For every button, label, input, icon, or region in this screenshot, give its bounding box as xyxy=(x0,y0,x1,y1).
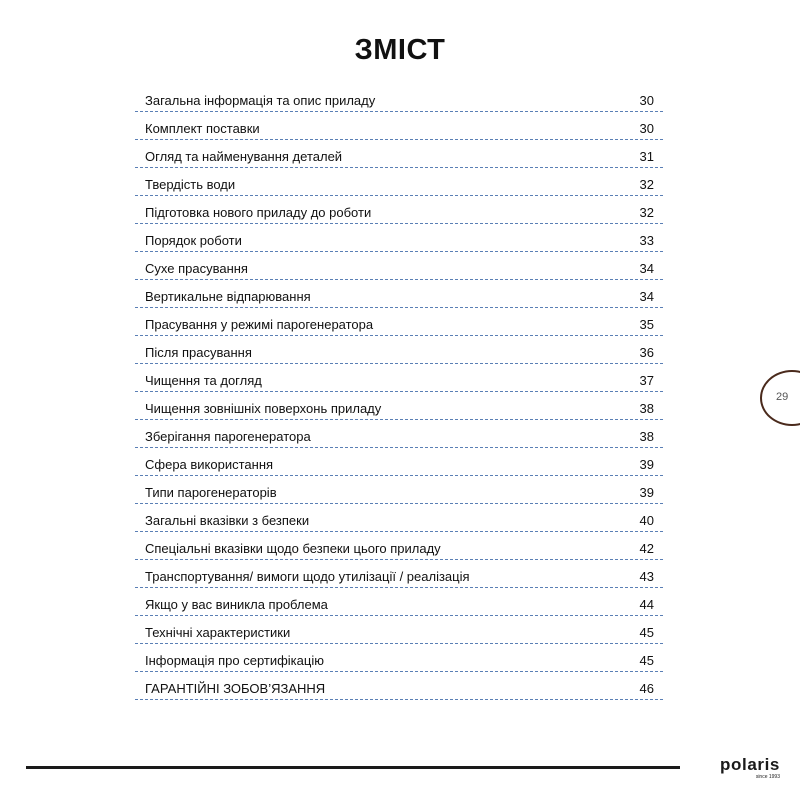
footer-rule xyxy=(26,766,680,769)
toc-entry[interactable] xyxy=(135,560,663,588)
polaris-logo xyxy=(690,756,780,780)
toc-entry-page: 37 xyxy=(639,373,654,388)
toc-entry-page: 44 xyxy=(639,597,654,612)
toc-entry-label: Технічні характеристики xyxy=(145,625,291,640)
toc-entry-page: 34 xyxy=(639,261,654,276)
toc-entry[interactable] xyxy=(135,420,663,448)
toc-entry-page: 40 xyxy=(639,513,654,528)
toc-entry-label: Зберігання парогенератора xyxy=(145,429,311,444)
toc-entry[interactable] xyxy=(135,84,663,112)
toc-entry[interactable] xyxy=(135,588,663,616)
toc-entry-label: Сфера використання xyxy=(145,457,274,472)
page-number-badge xyxy=(760,370,800,426)
toc-entry[interactable] xyxy=(135,504,663,532)
toc-entry[interactable] xyxy=(135,168,663,196)
toc-entry-page: 45 xyxy=(639,625,654,640)
toc-entry-label: Комплект поставки xyxy=(145,121,260,136)
toc-entry-page: 31 xyxy=(639,149,654,164)
toc-entry-page: 38 xyxy=(639,401,654,416)
toc-entry-label: Після прасування xyxy=(145,345,252,360)
toc-entry-label: Чищення та догляд xyxy=(145,373,262,388)
toc-entry-page: 30 xyxy=(639,93,654,108)
toc-entry-label: Спеціальні вказівки щодо безпеки цього приладу xyxy=(145,541,441,556)
toc-entry-label: Типи парогенераторів xyxy=(145,485,277,500)
toc-entry[interactable] xyxy=(135,476,663,504)
toc-entry-label: Огляд та найменування деталей xyxy=(145,149,343,164)
toc-entry[interactable] xyxy=(135,336,663,364)
toc-entry-page: 32 xyxy=(639,177,654,192)
toc-entry-label: Якщо у вас виникла проблема xyxy=(145,597,328,612)
page-title: ЗМІСТ xyxy=(354,34,446,66)
toc-entry[interactable] xyxy=(135,672,663,700)
toc-entry[interactable] xyxy=(135,112,663,140)
toc-entry-label: Загальна інформація та опис приладу xyxy=(145,93,376,108)
toc-entry-page: 34 xyxy=(639,289,654,304)
toc-entry-page: 32 xyxy=(639,205,654,220)
toc-entry-page: 35 xyxy=(639,317,654,332)
toc-entry-label: ГАРАНТІЙНІ ЗОБОВ’ЯЗАННЯ xyxy=(145,681,326,696)
toc-entry[interactable] xyxy=(135,616,663,644)
table-of-contents xyxy=(135,84,663,700)
logo-tagline: since 1993 xyxy=(755,774,780,780)
toc-entry-page: 46 xyxy=(639,681,654,696)
toc-entry[interactable] xyxy=(135,196,663,224)
toc-entry-label: Транспортування/ вимоги щодо утилізації / реалізація xyxy=(145,569,470,584)
toc-entry[interactable] xyxy=(135,252,663,280)
toc-entry-label: Порядок роботи xyxy=(145,233,242,248)
toc-entry[interactable] xyxy=(135,364,663,392)
toc-entry-page: 39 xyxy=(639,457,654,472)
toc-entry-page: 39 xyxy=(639,485,654,500)
toc-entry[interactable] xyxy=(135,280,663,308)
toc-entry-page: 36 xyxy=(639,345,654,360)
toc-entry-page: 43 xyxy=(639,569,654,584)
toc-entry[interactable] xyxy=(135,308,663,336)
page-number: 29 xyxy=(776,391,789,403)
toc-entry[interactable] xyxy=(135,140,663,168)
toc-entry[interactable] xyxy=(135,448,663,476)
toc-entry-label: Прасування у режимі парогенератора xyxy=(145,317,374,332)
logo-wordmark: polaris xyxy=(720,755,780,774)
toc-entry-label: Інформація про сертифікацію xyxy=(145,653,324,668)
toc-entry-page: 42 xyxy=(639,541,654,556)
toc-entry[interactable] xyxy=(135,644,663,672)
toc-entry-label: Загальні вказівки з безпеки xyxy=(145,513,310,528)
toc-entry-page: 30 xyxy=(639,121,654,136)
toc-entry-page: 45 xyxy=(639,653,654,668)
toc-entry-page: 33 xyxy=(639,233,654,248)
toc-entry[interactable] xyxy=(135,224,663,252)
toc-entry-label: Вертикальне відпарювання xyxy=(145,289,311,304)
toc-entry-label: Твердість води xyxy=(145,177,236,192)
toc-entry[interactable] xyxy=(135,532,663,560)
toc-entry-page: 38 xyxy=(639,429,654,444)
toc-entry-label: Підготовка нового приладу до роботи xyxy=(145,205,372,220)
toc-entry-label: Сухе прасування xyxy=(145,261,248,276)
toc-entry[interactable] xyxy=(135,392,663,420)
toc-entry-label: Чищення зовнішніх поверхонь приладу xyxy=(145,401,382,416)
